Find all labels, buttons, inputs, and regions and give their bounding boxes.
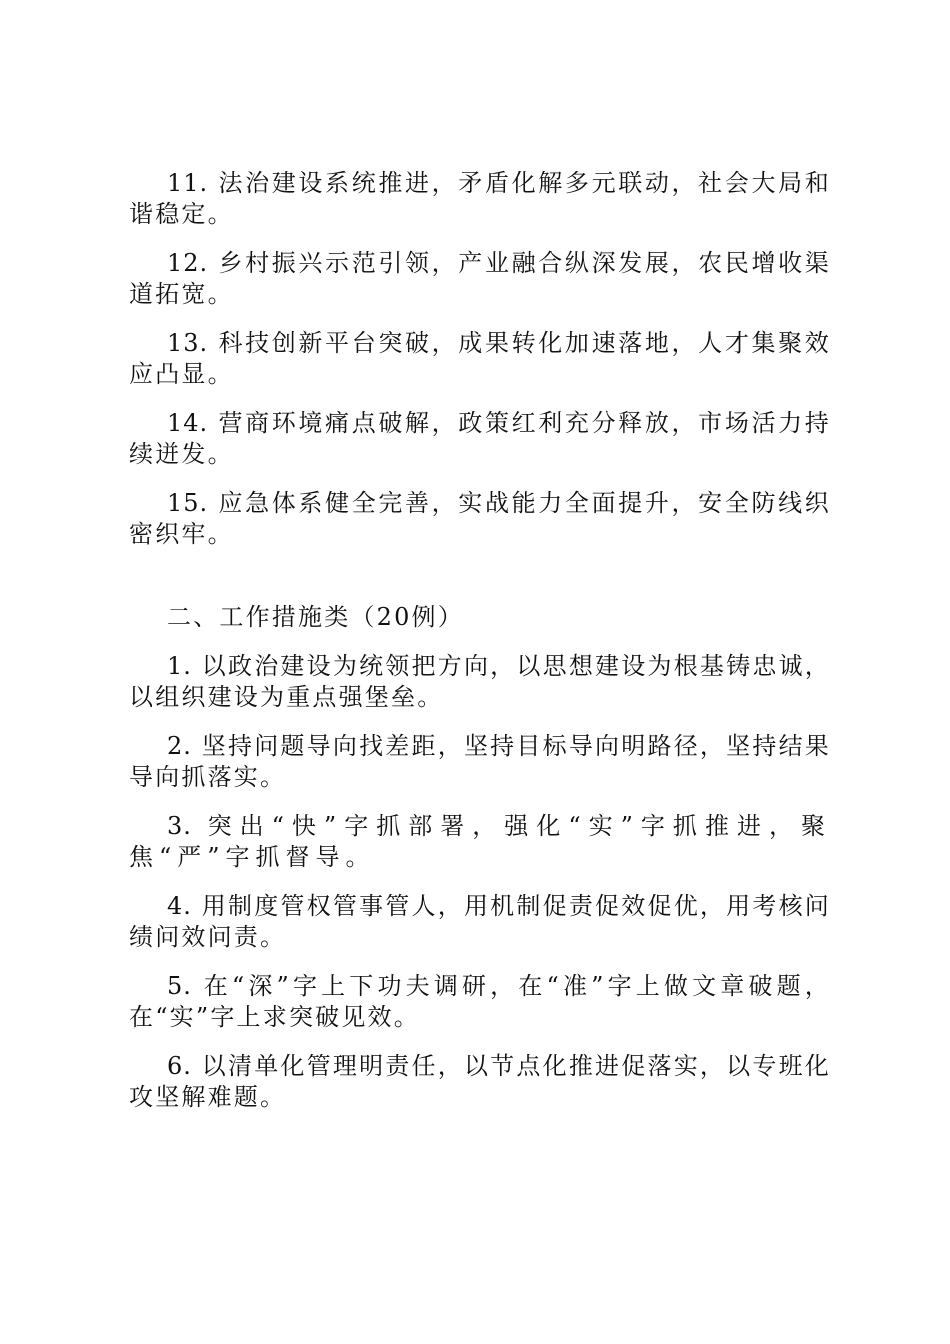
item-number: 15. xyxy=(167,489,209,517)
item-number: 13. xyxy=(167,329,209,357)
list-item xyxy=(129,408,831,470)
item-text: 以清单化管理明责任，以节点化推进促落实，以专班化攻坚解难题。 xyxy=(129,1052,831,1111)
list-item xyxy=(129,651,831,713)
item-text: 营商环境痛点破解，政策红利充分释放，市场活力持续迸发。 xyxy=(129,409,831,468)
item-text: 坚持问题导向找差距，坚持目标导向明路径，坚持结果导向抓落实。 xyxy=(129,732,831,791)
item-number: 11. xyxy=(167,169,209,197)
item-number: 14. xyxy=(167,409,209,437)
list-item xyxy=(129,328,831,390)
item-number: 5. xyxy=(167,972,192,1000)
item-text: 以政治建设为统领把方向，以思想建设为根基铸忠诚，以组织建设为重点强堡垒。 xyxy=(129,652,831,711)
item-number: 12. xyxy=(167,249,209,277)
list-item xyxy=(129,488,831,550)
list-item xyxy=(129,971,831,1033)
item-text: 突出“快”字抓部署，强化“实”字抓推进，聚焦“严”字抓督导。 xyxy=(129,812,831,871)
list-item xyxy=(129,1051,831,1113)
item-number: 2. xyxy=(167,732,192,760)
list-item xyxy=(129,811,831,873)
item-number: 3. xyxy=(167,812,192,840)
list-item xyxy=(129,168,831,230)
section-heading: 二、工作措施类（20例） xyxy=(167,603,464,631)
item-number: 6. xyxy=(167,1052,192,1080)
item-text: 应急体系健全完善，实战能力全面提升，安全防线织密织牢。 xyxy=(129,489,831,548)
item-text: 科技创新平台突破，成果转化加速落地，人才集聚效应凸显。 xyxy=(129,329,831,388)
document-body xyxy=(129,168,831,1131)
list-item xyxy=(129,731,831,793)
item-number: 1. xyxy=(167,652,192,680)
list-item xyxy=(129,248,831,310)
item-text: 用制度管权管事管人，用机制促责促效促优，用考核问绩问效问责。 xyxy=(129,892,831,951)
item-number: 4. xyxy=(167,892,192,920)
list-item xyxy=(129,891,831,953)
item-text: 乡村振兴示范引领，产业融合纵深发展，农民增收渠道拓宽。 xyxy=(129,249,831,308)
item-text: 在“深”字上下功夫调研，在“准”字上做文章破题，在“实”字上求突破见效。 xyxy=(129,972,831,1031)
item-text: 法治建设系统推进，矛盾化解多元联动，社会大局和谐稳定。 xyxy=(129,169,831,228)
